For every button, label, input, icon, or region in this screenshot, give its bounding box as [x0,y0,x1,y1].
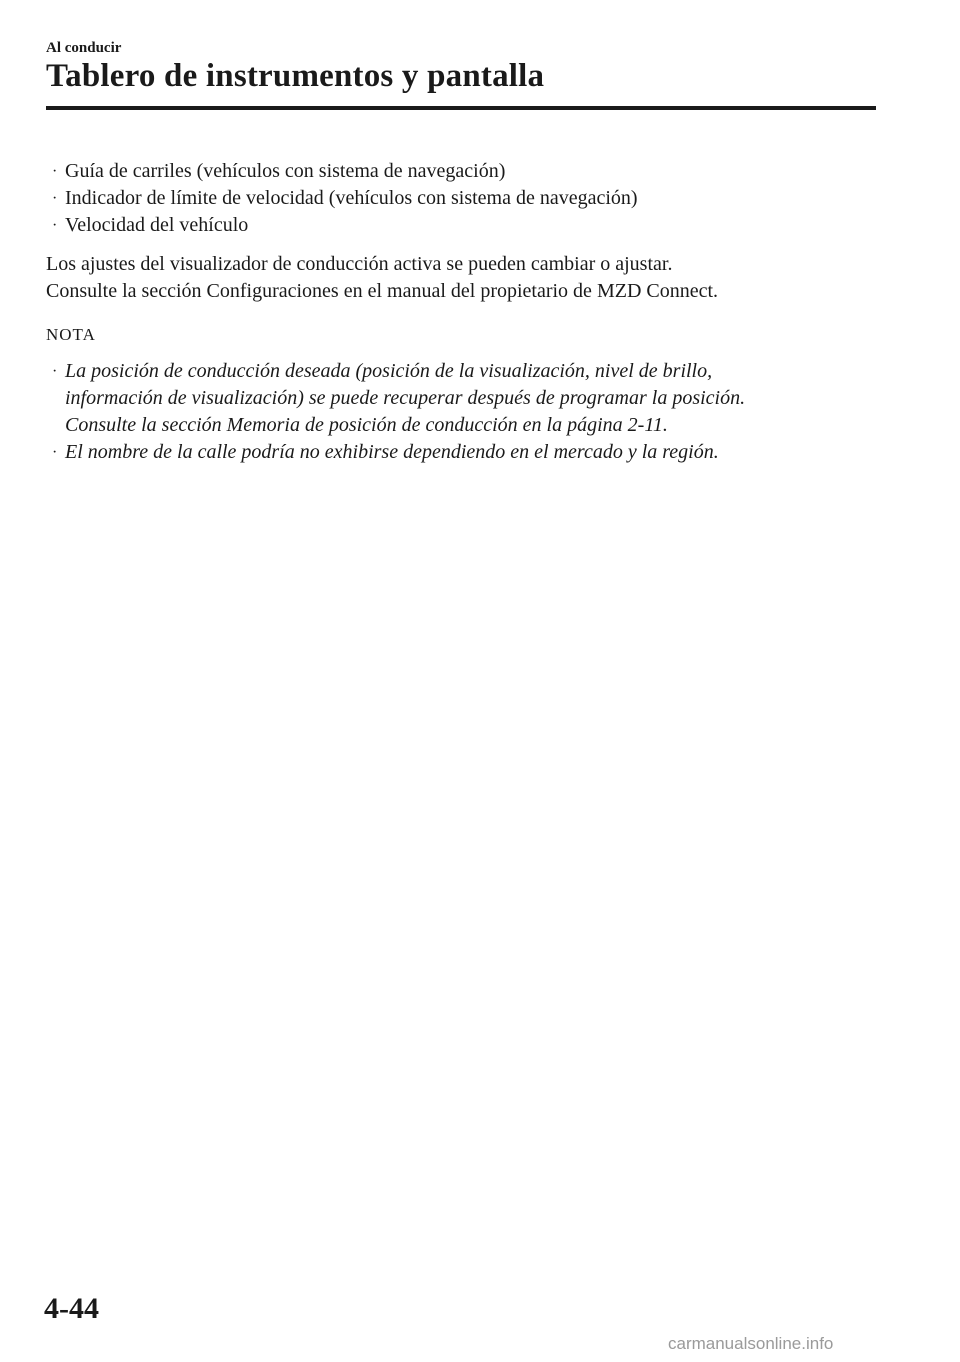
note-line: La posición de conducción deseada (posición de la visualización, nivel de brillo, [65,360,713,382]
title-rule [46,106,876,110]
watermark: carmanualsonline.info [668,1334,834,1353]
chapter-title: Tablero de instrumentos y pantalla [46,58,545,94]
note-list [46,358,866,466]
bullet-dot-icon: · [52,163,58,180]
note-label: NOTA [46,325,96,344]
note-line: El nombre de la calle podría no exhibirse dependiendo en el mercado y la región. [65,441,719,463]
bullet-dot-icon: · [52,363,58,380]
paragraph-line: Los ajustes del visualizador de conducción activa se pueden cambiar o ajustar. [46,253,673,275]
list-item [46,158,866,185]
note-line: información de visualización) se puede recuperar después de programar la posición. [65,387,746,409]
note-item [46,439,866,466]
note-item [46,358,866,439]
bullet-dot-icon: · [52,217,58,234]
page-content [46,158,866,466]
note-line: Consulte la sección Memoria de posición de conducción en la página 2-11. [65,414,668,436]
feature-bullet-list [46,158,866,239]
bullet-dot-icon: · [52,444,58,461]
paragraph-line: Consulte la sección Configuraciones en el manual del propietario de MZD Connect. [46,280,719,302]
page-number: 4-44 [44,1292,99,1325]
settings-paragraph [46,251,866,305]
section-label: Al conducir [46,40,122,56]
list-item [46,212,866,239]
bullet-dot-icon: · [52,190,58,207]
list-item-text: Velocidad del vehículo [65,214,249,236]
list-item-text: Indicador de límite de velocidad (vehículos con sistema de navegación) [65,187,638,209]
list-item [46,185,866,212]
list-item-text: Guía de carriles (vehículos con sistema de navegación) [65,160,506,182]
